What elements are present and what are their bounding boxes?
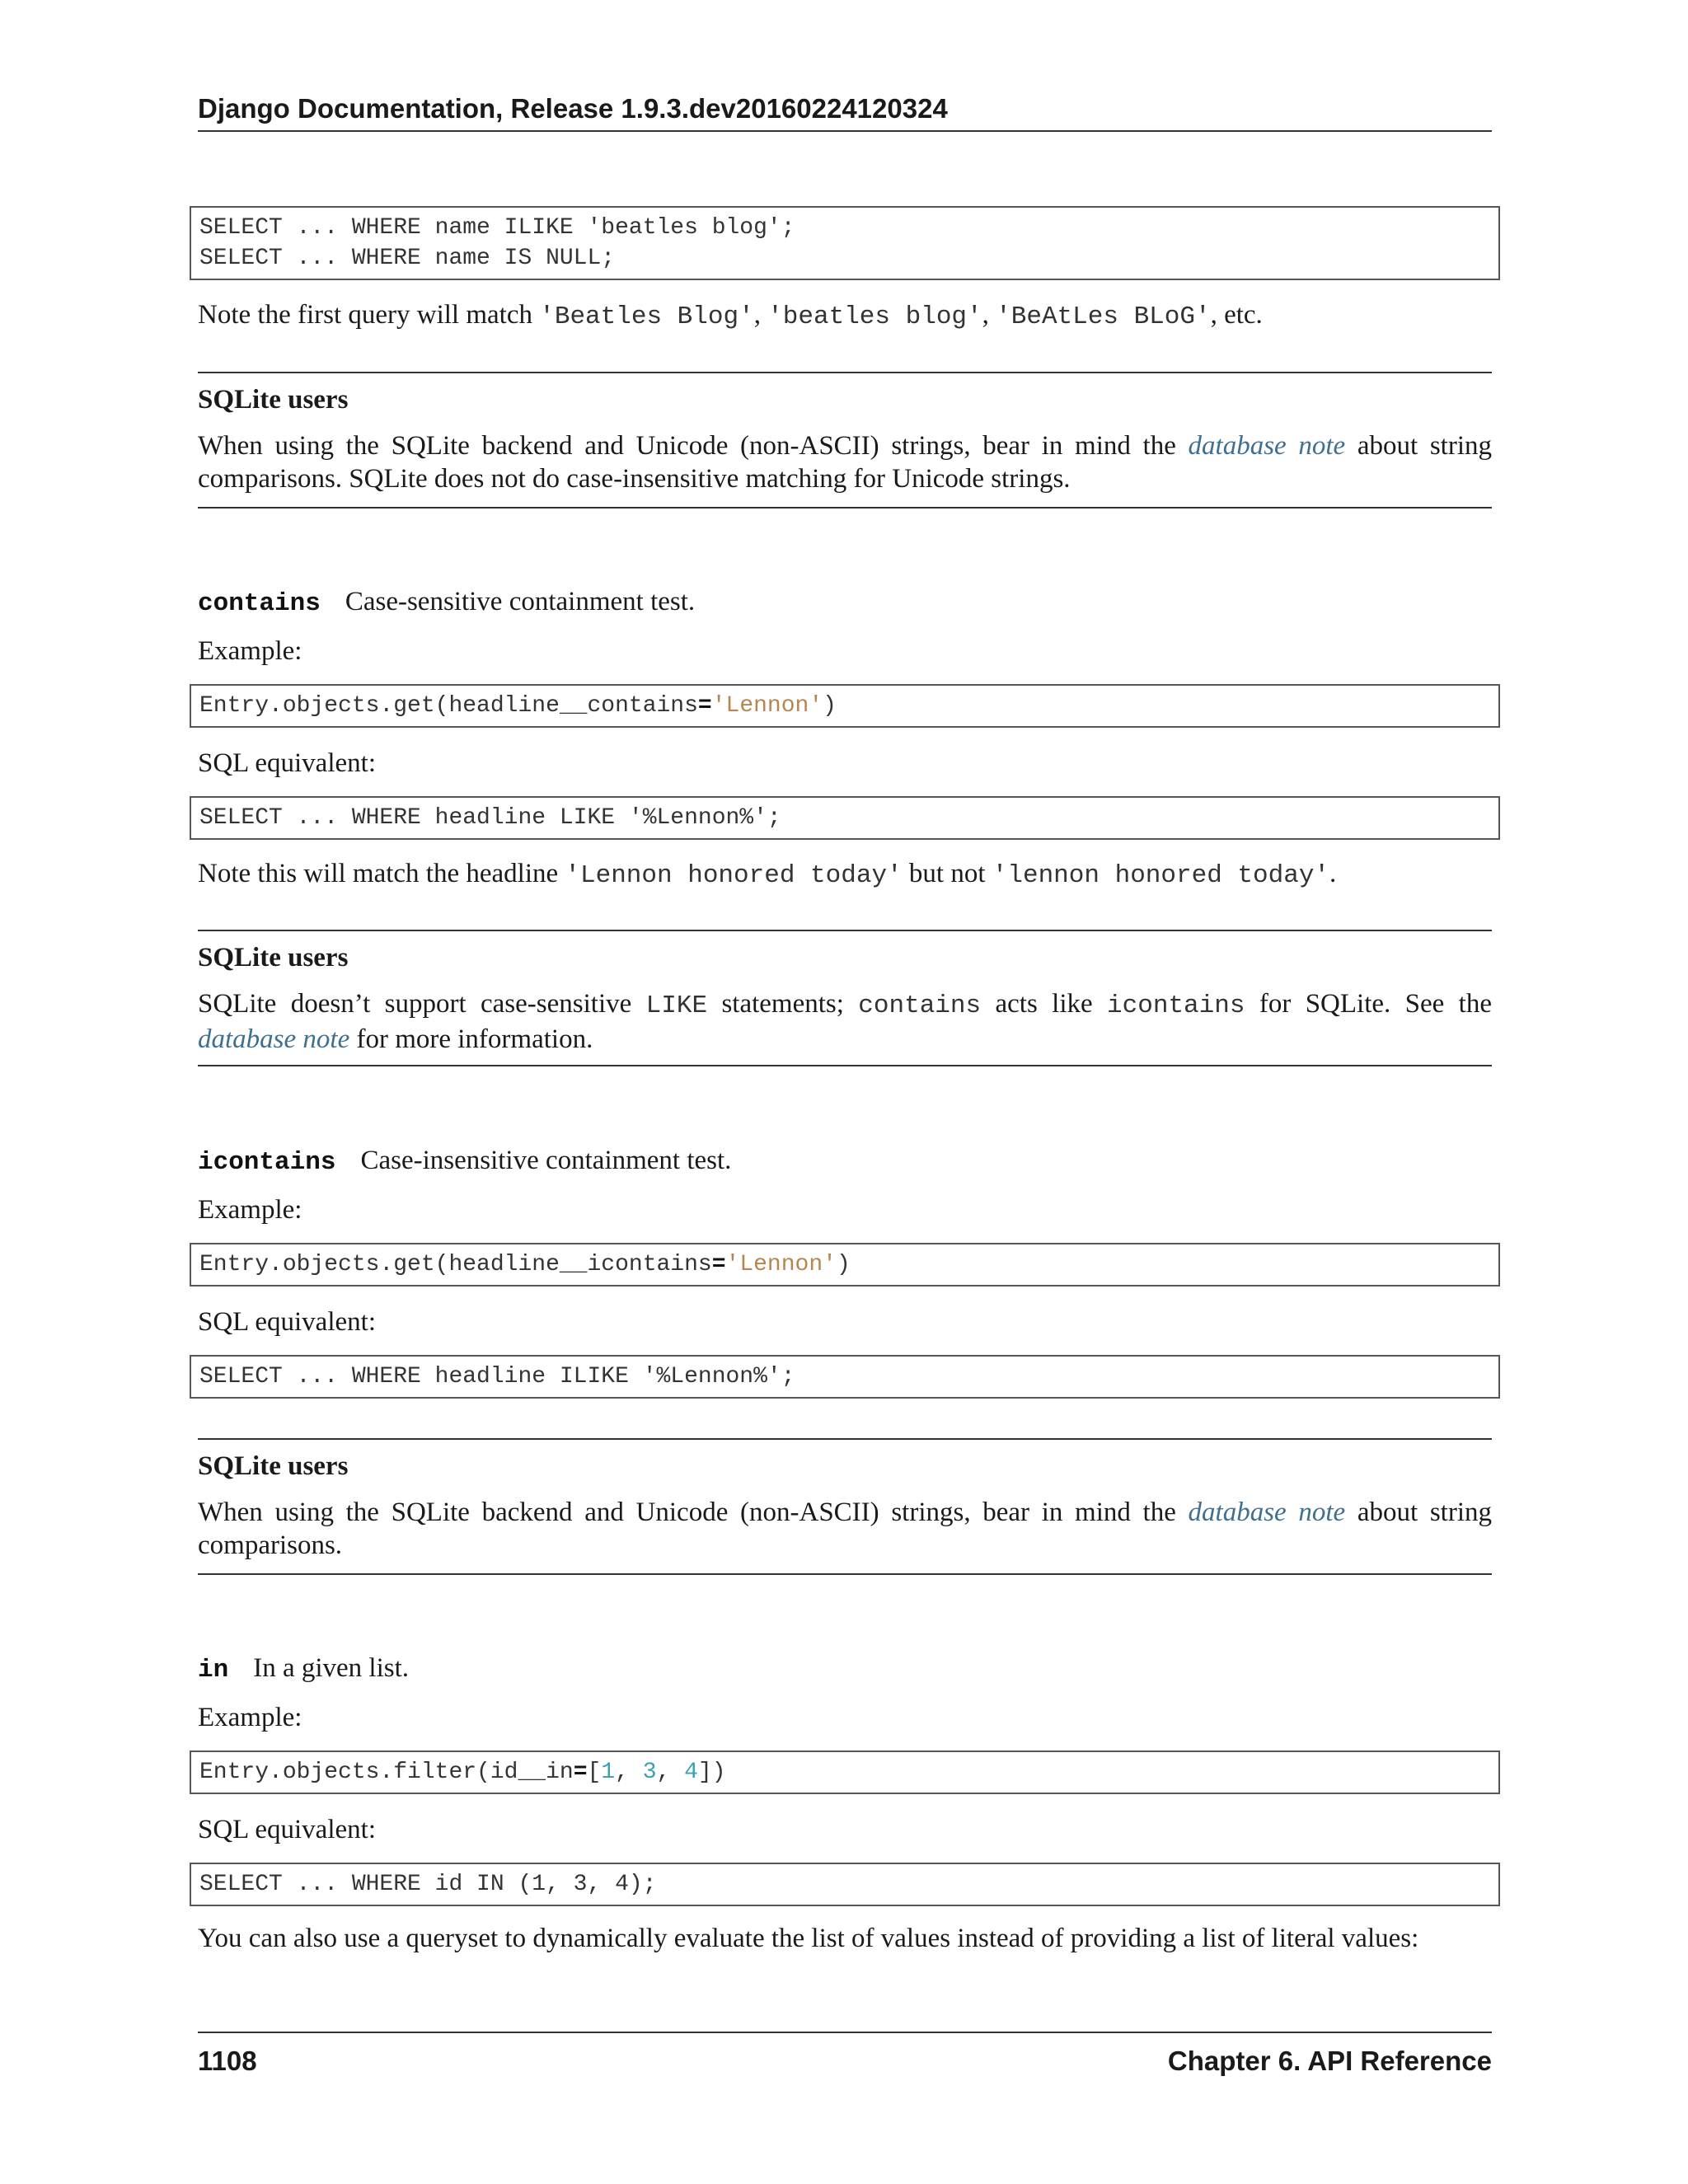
database-note-link[interactable]: database note	[1188, 1497, 1346, 1527]
lookup-name: in	[198, 1656, 229, 1685]
lookup-name: contains	[198, 589, 321, 618]
code-number: 1	[601, 1760, 616, 1785]
inline-code: 'Lennon honored today'	[565, 861, 903, 890]
database-note-link[interactable]: database note	[1188, 431, 1346, 461]
admonition-body	[198, 1496, 1492, 1562]
inline-code: LIKE	[645, 991, 708, 1020]
code-operator: =	[711, 1252, 726, 1277]
example-label: Example:	[198, 1195, 302, 1225]
page-number: 1108	[198, 2046, 257, 2076]
example-label: Example:	[198, 1703, 302, 1732]
code-block-in-sql: SELECT ... WHERE id IN (1, 3, 4);	[190, 1863, 1500, 1906]
admonition-body	[198, 987, 1492, 1056]
text: about string comparisons. SQLite does not do case-insensitive matching for Unicode strings.	[198, 431, 1493, 494]
document-page	[198, 0, 1492, 2184]
admonition-body	[198, 429, 1492, 495]
lookup-description: Case-sensitive containment test.	[345, 587, 696, 616]
lookup-icontains	[198, 1144, 731, 1179]
text: , etc.	[1210, 300, 1263, 330]
lookup-in	[198, 1652, 409, 1687]
code-text: ,	[656, 1760, 685, 1785]
code-block-icontains-sql: SELECT ... WHERE headline ILIKE '%Lennon%';	[190, 1355, 1500, 1399]
text: about string comparisons.	[198, 1497, 1493, 1560]
code-operator: =	[573, 1760, 588, 1785]
example-label: Example:	[198, 636, 302, 666]
text: ,	[982, 300, 996, 330]
code-text: )	[836, 1252, 851, 1277]
admonition-title: SQLite users	[198, 385, 349, 415]
code-block-contains-sql: SELECT ... WHERE headline LIKE '%Lennon%';	[190, 796, 1500, 840]
text: acts like	[981, 989, 1108, 1019]
code-text: [	[587, 1760, 602, 1785]
code-block-iexact-sql	[190, 206, 1500, 280]
text: for more information.	[349, 1024, 593, 1054]
in-tail-paragraph: You can also use a queryset to dynamically evaluate the list of values instead of providing a list of literal values:	[198, 1924, 1419, 1953]
inline-code: 'Beatles Blog'	[539, 302, 754, 331]
code-text: Entry.objects.get(headline__contains	[199, 693, 698, 719]
text: statements;	[707, 989, 859, 1019]
code-text: ])	[697, 1760, 726, 1785]
header-title: Django Documentation, Release 1.9.3.dev20160224120324	[198, 93, 948, 124]
code-block-contains-python	[190, 684, 1500, 728]
lookup-description: Case-insensitive containment test.	[360, 1146, 732, 1175]
code-text: Entry.objects.filter(id__in	[199, 1760, 574, 1785]
chapter-title: Chapter 6. API Reference	[1167, 2046, 1492, 2076]
text: SQLite doesn’t support case-sensitive	[198, 989, 646, 1019]
text: .	[1329, 859, 1337, 888]
page-header	[198, 92, 1492, 132]
code-text: )	[823, 693, 837, 719]
code-line: SELECT ... WHERE name IS NULL;	[199, 246, 616, 271]
code-block-icontains-python	[190, 1243, 1500, 1286]
code-string: 'Lennon'	[711, 693, 823, 719]
database-note-link[interactable]: database note	[198, 1024, 350, 1054]
iexact-note-paragraph	[198, 298, 1492, 334]
inline-code: 'beatles blog'	[767, 302, 982, 331]
code-number: 4	[684, 1760, 698, 1785]
text: ,	[753, 300, 768, 330]
admonition-title: SQLite users	[198, 1451, 349, 1481]
lookup-description: In a given list.	[253, 1653, 410, 1683]
code-text: Entry.objects.get(headline__icontains	[199, 1252, 712, 1277]
sql-equivalent-label: SQL equivalent:	[198, 1815, 376, 1844]
code-number: 3	[642, 1760, 657, 1785]
inline-code: 'BeAtLes BLoG'	[996, 302, 1211, 331]
text: Note the first query will match	[198, 300, 540, 330]
inline-code: contains	[858, 991, 982, 1020]
code-block-in-python	[190, 1750, 1500, 1794]
inline-code: icontains	[1107, 991, 1245, 1020]
contains-note-paragraph	[198, 857, 1492, 893]
sql-equivalent-label: SQL equivalent:	[198, 748, 376, 778]
inline-code: 'lennon honored today'	[992, 861, 1330, 890]
code-line: SELECT ... WHERE name ILIKE 'beatles blog';	[199, 215, 795, 241]
text: but not	[902, 859, 992, 888]
sqlite-admonition-iexact	[198, 372, 1492, 509]
text: When using the SQLite backend and Unicode (non-ASCII) strings, bear in mind the	[198, 431, 1189, 461]
sqlite-admonition-icontains	[198, 1438, 1492, 1575]
code-operator: =	[697, 693, 712, 719]
admonition-title: SQLite users	[198, 943, 349, 972]
code-text: ,	[615, 1760, 643, 1785]
lookup-name: icontains	[198, 1148, 336, 1177]
text: When using the SQLite backend and Unicode (non-ASCII) strings, bear in mind the	[198, 1497, 1189, 1527]
lookup-contains	[198, 585, 695, 621]
page-footer	[198, 2032, 1492, 2076]
sql-equivalent-label: SQL equivalent:	[198, 1307, 376, 1337]
text: Note this will match the headline	[198, 859, 565, 888]
text: for SQLite. See the	[1245, 989, 1492, 1019]
code-string: 'Lennon'	[725, 1252, 837, 1277]
sqlite-admonition-contains	[198, 930, 1492, 1066]
